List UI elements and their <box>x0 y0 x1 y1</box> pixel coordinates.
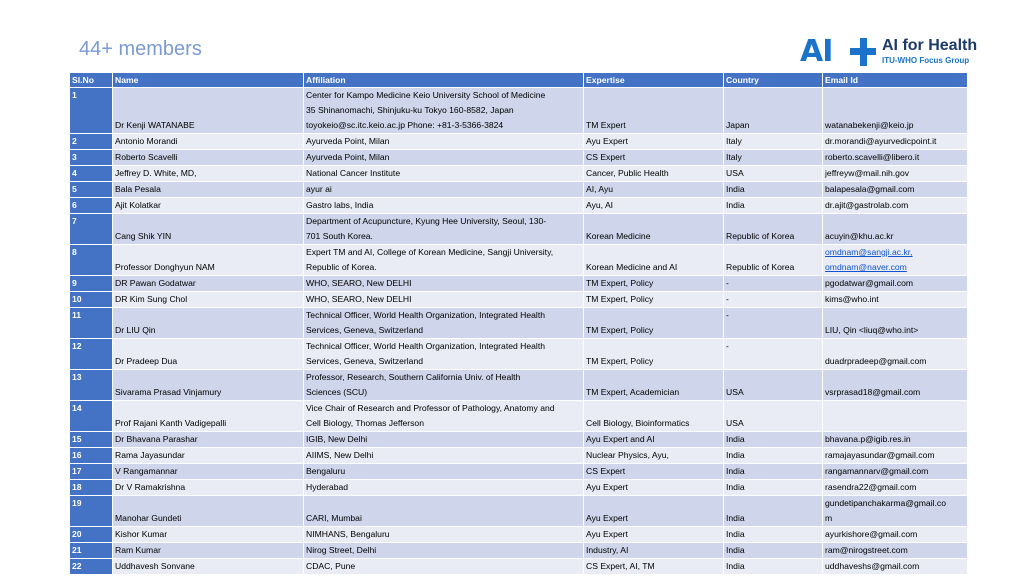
cell-expertise: TM Expert <box>584 88 724 134</box>
cell-affiliation: Technical Officer, World Health Organization, Integrated Health Services, Geneva, Switzerland <box>304 308 584 339</box>
cell-expertise: Nuclear Physics, Ayu, <box>584 448 724 464</box>
cell-email: dr.ajit@gastrolab.com <box>823 198 968 214</box>
table-row <box>70 432 968 448</box>
cell-expertise: AI, Ayu <box>584 182 724 198</box>
cell-sl-no: 6 <box>70 198 113 214</box>
table-row <box>70 214 968 245</box>
cell-sl-no: 10 <box>70 292 113 308</box>
cell-affiliation: Hyderabad <box>304 480 584 496</box>
cell-sl-no: 9 <box>70 276 113 292</box>
cell-country: - <box>724 308 823 339</box>
cell-country: Japan <box>724 88 823 134</box>
table-row <box>70 496 968 527</box>
cell-email: ramajayasundar@gmail.com <box>823 448 968 464</box>
cell-sl-no: 18 <box>70 480 113 496</box>
cell-name: DR Pawan Godatwar <box>113 276 304 292</box>
cell-country: India <box>724 559 823 575</box>
cell-affiliation: Bengaluru <box>304 464 584 480</box>
cell-expertise: Korean Medicine and AI <box>584 245 724 276</box>
table-row <box>70 370 968 401</box>
column-header-country: Country <box>724 73 823 88</box>
cell-country: - <box>724 292 823 308</box>
cell-expertise: TM Expert, Policy <box>584 339 724 370</box>
cell-affiliation: CARI, Mumbai <box>304 496 584 527</box>
column-header-email: Email Id <box>823 73 968 88</box>
cell-sl-no: 13 <box>70 370 113 401</box>
cell-affiliation: Gastro labs, India <box>304 198 584 214</box>
cell-country: India <box>724 527 823 543</box>
cell-email: bhavana.p@igib.res.in <box>823 432 968 448</box>
cell-email: gundetipanchakarma@gmail.co m <box>823 496 968 527</box>
cell-sl-no: 19 <box>70 496 113 527</box>
cell-affiliation: CDAC, Pune <box>304 559 584 575</box>
cell-email: duadrpradeep@gmail.com <box>823 339 968 370</box>
cell-country: Republic of Korea <box>724 245 823 276</box>
cell-email: acuyin@khu.ac.kr <box>823 214 968 245</box>
cell-name: Dr Kenji WATANABE <box>113 88 304 134</box>
cell-sl-no: 11 <box>70 308 113 339</box>
cell-email: rangamannarv@gmail.com <box>823 464 968 480</box>
cell-email: pgodatwar@gmail.com <box>823 276 968 292</box>
cell-expertise: Ayu Expert <box>584 480 724 496</box>
table-row <box>70 134 968 150</box>
cell-affiliation: ayur ai <box>304 182 584 198</box>
cell-name: Dr V Ramakrishna <box>113 480 304 496</box>
cell-affiliation: Professor, Research, Southern California Univ. of Health Sciences (SCU) <box>304 370 584 401</box>
cell-email: jeffreyw@mail.nih.gov <box>823 166 968 182</box>
cell-affiliation: NIMHANS, Bengaluru <box>304 527 584 543</box>
column-header-name: Name <box>113 73 304 88</box>
logo-mark: AI <box>800 34 833 69</box>
cell-country: Republic of Korea <box>724 214 823 245</box>
members-table <box>69 72 968 575</box>
cell-email: LIU, Qin <liuq@who.int> <box>823 308 968 339</box>
cell-expertise: CS Expert, AI, TM <box>584 559 724 575</box>
cell-sl-no: 2 <box>70 134 113 150</box>
cell-name: Cang Shik YIN <box>113 214 304 245</box>
cell-affiliation: WHO, SEARO, New DELHI <box>304 292 584 308</box>
cell-country: - <box>724 339 823 370</box>
cell-name: Ram Kumar <box>113 543 304 559</box>
cell-name: Dr Pradeep Dua <box>113 339 304 370</box>
cell-email: balapesala@gmail.com <box>823 182 968 198</box>
table-row <box>70 292 968 308</box>
cell-country: India <box>724 448 823 464</box>
cell-email: ram@nirogstreet.com <box>823 543 968 559</box>
column-header-sl: Sl.No <box>70 73 113 88</box>
cell-sl-no: 15 <box>70 432 113 448</box>
cell-affiliation: AIIMS, New Delhi <box>304 448 584 464</box>
cell-country: USA <box>724 401 823 432</box>
table-row <box>70 308 968 339</box>
cell-name: DR Kim Sung Chol <box>113 292 304 308</box>
cell-name: Kishor Kumar <box>113 527 304 543</box>
page-title: 44+ members <box>79 38 202 60</box>
cell-email: uddhaveshs@gmail.com <box>823 559 968 575</box>
table-row <box>70 339 968 370</box>
cell-affiliation: Center for Kampo Medicine Keio University School of Medicine 35 Shinanomachi, Shinjuku-ku Tokyo 160-8582, Japan toyokeio@sc.itc.keio.ac.jp Phone: +81-3-5366-3824 <box>304 88 584 134</box>
cell-expertise: TM Expert, Academician <box>584 370 724 401</box>
cell-country: India <box>724 480 823 496</box>
table-row <box>70 401 968 432</box>
cell-sl-no: 17 <box>70 464 113 480</box>
cell-expertise: Ayu, AI <box>584 198 724 214</box>
cell-expertise: Cell Biology, Bioinformatics <box>584 401 724 432</box>
cell-sl-no: 22 <box>70 559 113 575</box>
cell-name: Ajit Kolatkar <box>113 198 304 214</box>
cell-expertise: TM Expert, Policy <box>584 276 724 292</box>
cell-name: Sivarama Prasad Vinjamury <box>113 370 304 401</box>
plus-icon <box>850 38 876 66</box>
table-row <box>70 198 968 214</box>
cell-country: USA <box>724 166 823 182</box>
cell-name: Roberto Scavelli <box>113 150 304 166</box>
table-row <box>70 182 968 198</box>
cell-affiliation: Nirog Street, Delhi <box>304 543 584 559</box>
cell-email: watanabekenji@keio.jp <box>823 88 968 134</box>
table-row <box>70 448 968 464</box>
cell-sl-no: 1 <box>70 88 113 134</box>
cell-sl-no: 5 <box>70 182 113 198</box>
logo-subtitle: ITU-WHO Focus Group <box>882 56 970 65</box>
cell-country: India <box>724 496 823 527</box>
cell-country: India <box>724 182 823 198</box>
cell-name: Uddhavesh Sonvane <box>113 559 304 575</box>
cell-email: kims@who.int <box>823 292 968 308</box>
cell-affiliation: IGIB, New Delhi <box>304 432 584 448</box>
cell-email <box>823 401 968 432</box>
table-row <box>70 150 968 166</box>
cell-sl-no: 3 <box>70 150 113 166</box>
cell-email: vsrprasad18@gmail.com <box>823 370 968 401</box>
cell-affiliation: Technical Officer, World Health Organization, Integrated Health Services, Geneva, Switzerland <box>304 339 584 370</box>
cell-name: Prof Rajani Kanth Vadigepalli <box>113 401 304 432</box>
cell-expertise: Ayu Expert and AI <box>584 432 724 448</box>
cell-sl-no: 4 <box>70 166 113 182</box>
cell-affiliation: Ayurveda Point, Milan <box>304 134 584 150</box>
cell-country: - <box>724 276 823 292</box>
members-table-body <box>70 88 968 575</box>
cell-email: dr.morandi@ayurvedicpoint.it <box>823 134 968 150</box>
table-row <box>70 276 968 292</box>
cell-affiliation: WHO, SEARO, New DELHI <box>304 276 584 292</box>
cell-affiliation: Expert TM and AI, College of Korean Medicine, Sangji University, Republic of Korea. <box>304 245 584 276</box>
table-row <box>70 559 968 575</box>
cell-sl-no: 7 <box>70 214 113 245</box>
cell-email: roberto.scavelli@libero.it <box>823 150 968 166</box>
cell-sl-no: 21 <box>70 543 113 559</box>
logo-name: AI for Health <box>882 37 978 54</box>
cell-expertise: Industry, AI <box>584 543 724 559</box>
table-header-row <box>70 73 968 88</box>
cell-expertise: Cancer, Public Health <box>584 166 724 182</box>
ai-for-health-logo <box>800 36 990 70</box>
column-header-affiliation: Affiliation <box>304 73 584 88</box>
cell-name: Jeffrey D. White, MD, <box>113 166 304 182</box>
column-header-expertise: Expertise <box>584 73 724 88</box>
cell-expertise: Ayu Expert <box>584 134 724 150</box>
cell-affiliation: Ayurveda Point, Milan <box>304 150 584 166</box>
cell-sl-no: 12 <box>70 339 113 370</box>
cell-country: Italy <box>724 134 823 150</box>
cell-sl-no: 20 <box>70 527 113 543</box>
cell-country: India <box>724 543 823 559</box>
cell-expertise: Korean Medicine <box>584 214 724 245</box>
table-row <box>70 543 968 559</box>
cell-name: V Rangamannar <box>113 464 304 480</box>
cell-name: Antonio Morandi <box>113 134 304 150</box>
cell-expertise: TM Expert, Policy <box>584 292 724 308</box>
cell-expertise: Ayu Expert <box>584 496 724 527</box>
table-row <box>70 527 968 543</box>
table-row <box>70 245 968 276</box>
cell-country: India <box>724 432 823 448</box>
cell-expertise: Ayu Expert <box>584 527 724 543</box>
cell-name: Rama Jayasundar <box>113 448 304 464</box>
cell-country: USA <box>724 370 823 401</box>
cell-expertise: CS Expert <box>584 150 724 166</box>
cell-email[interactable]: omdnam@sangji.ac.kr, omdnam@naver.com <box>823 245 968 276</box>
cell-country: Italy <box>724 150 823 166</box>
cell-affiliation: Department of Acupuncture, Kyung Hee University, Seoul, 130- 701 South Korea. <box>304 214 584 245</box>
cell-expertise: CS Expert <box>584 464 724 480</box>
table-row <box>70 464 968 480</box>
cell-name: Dr Bhavana Parashar <box>113 432 304 448</box>
cell-name: Manohar Gundeti <box>113 496 304 527</box>
table-row <box>70 166 968 182</box>
cell-sl-no: 8 <box>70 245 113 276</box>
cell-country: India <box>724 198 823 214</box>
cell-affiliation: National Cancer Institute <box>304 166 584 182</box>
table-row <box>70 480 968 496</box>
cell-name: Bala Pesala <box>113 182 304 198</box>
cell-affiliation: Vice Chair of Research and Professor of Pathology, Anatomy and Cell Biology, Thomas Jefferson <box>304 401 584 432</box>
cell-sl-no: 16 <box>70 448 113 464</box>
cell-sl-no: 14 <box>70 401 113 432</box>
table-row <box>70 88 968 134</box>
cell-name: Dr LIU Qin <box>113 308 304 339</box>
cell-email: rasendra22@gmail.com <box>823 480 968 496</box>
cell-country: India <box>724 464 823 480</box>
cell-expertise: TM Expert, Policy <box>584 308 724 339</box>
cell-email: ayurkishore@gmail.com <box>823 527 968 543</box>
cell-name: Professor Donghyun NAM <box>113 245 304 276</box>
